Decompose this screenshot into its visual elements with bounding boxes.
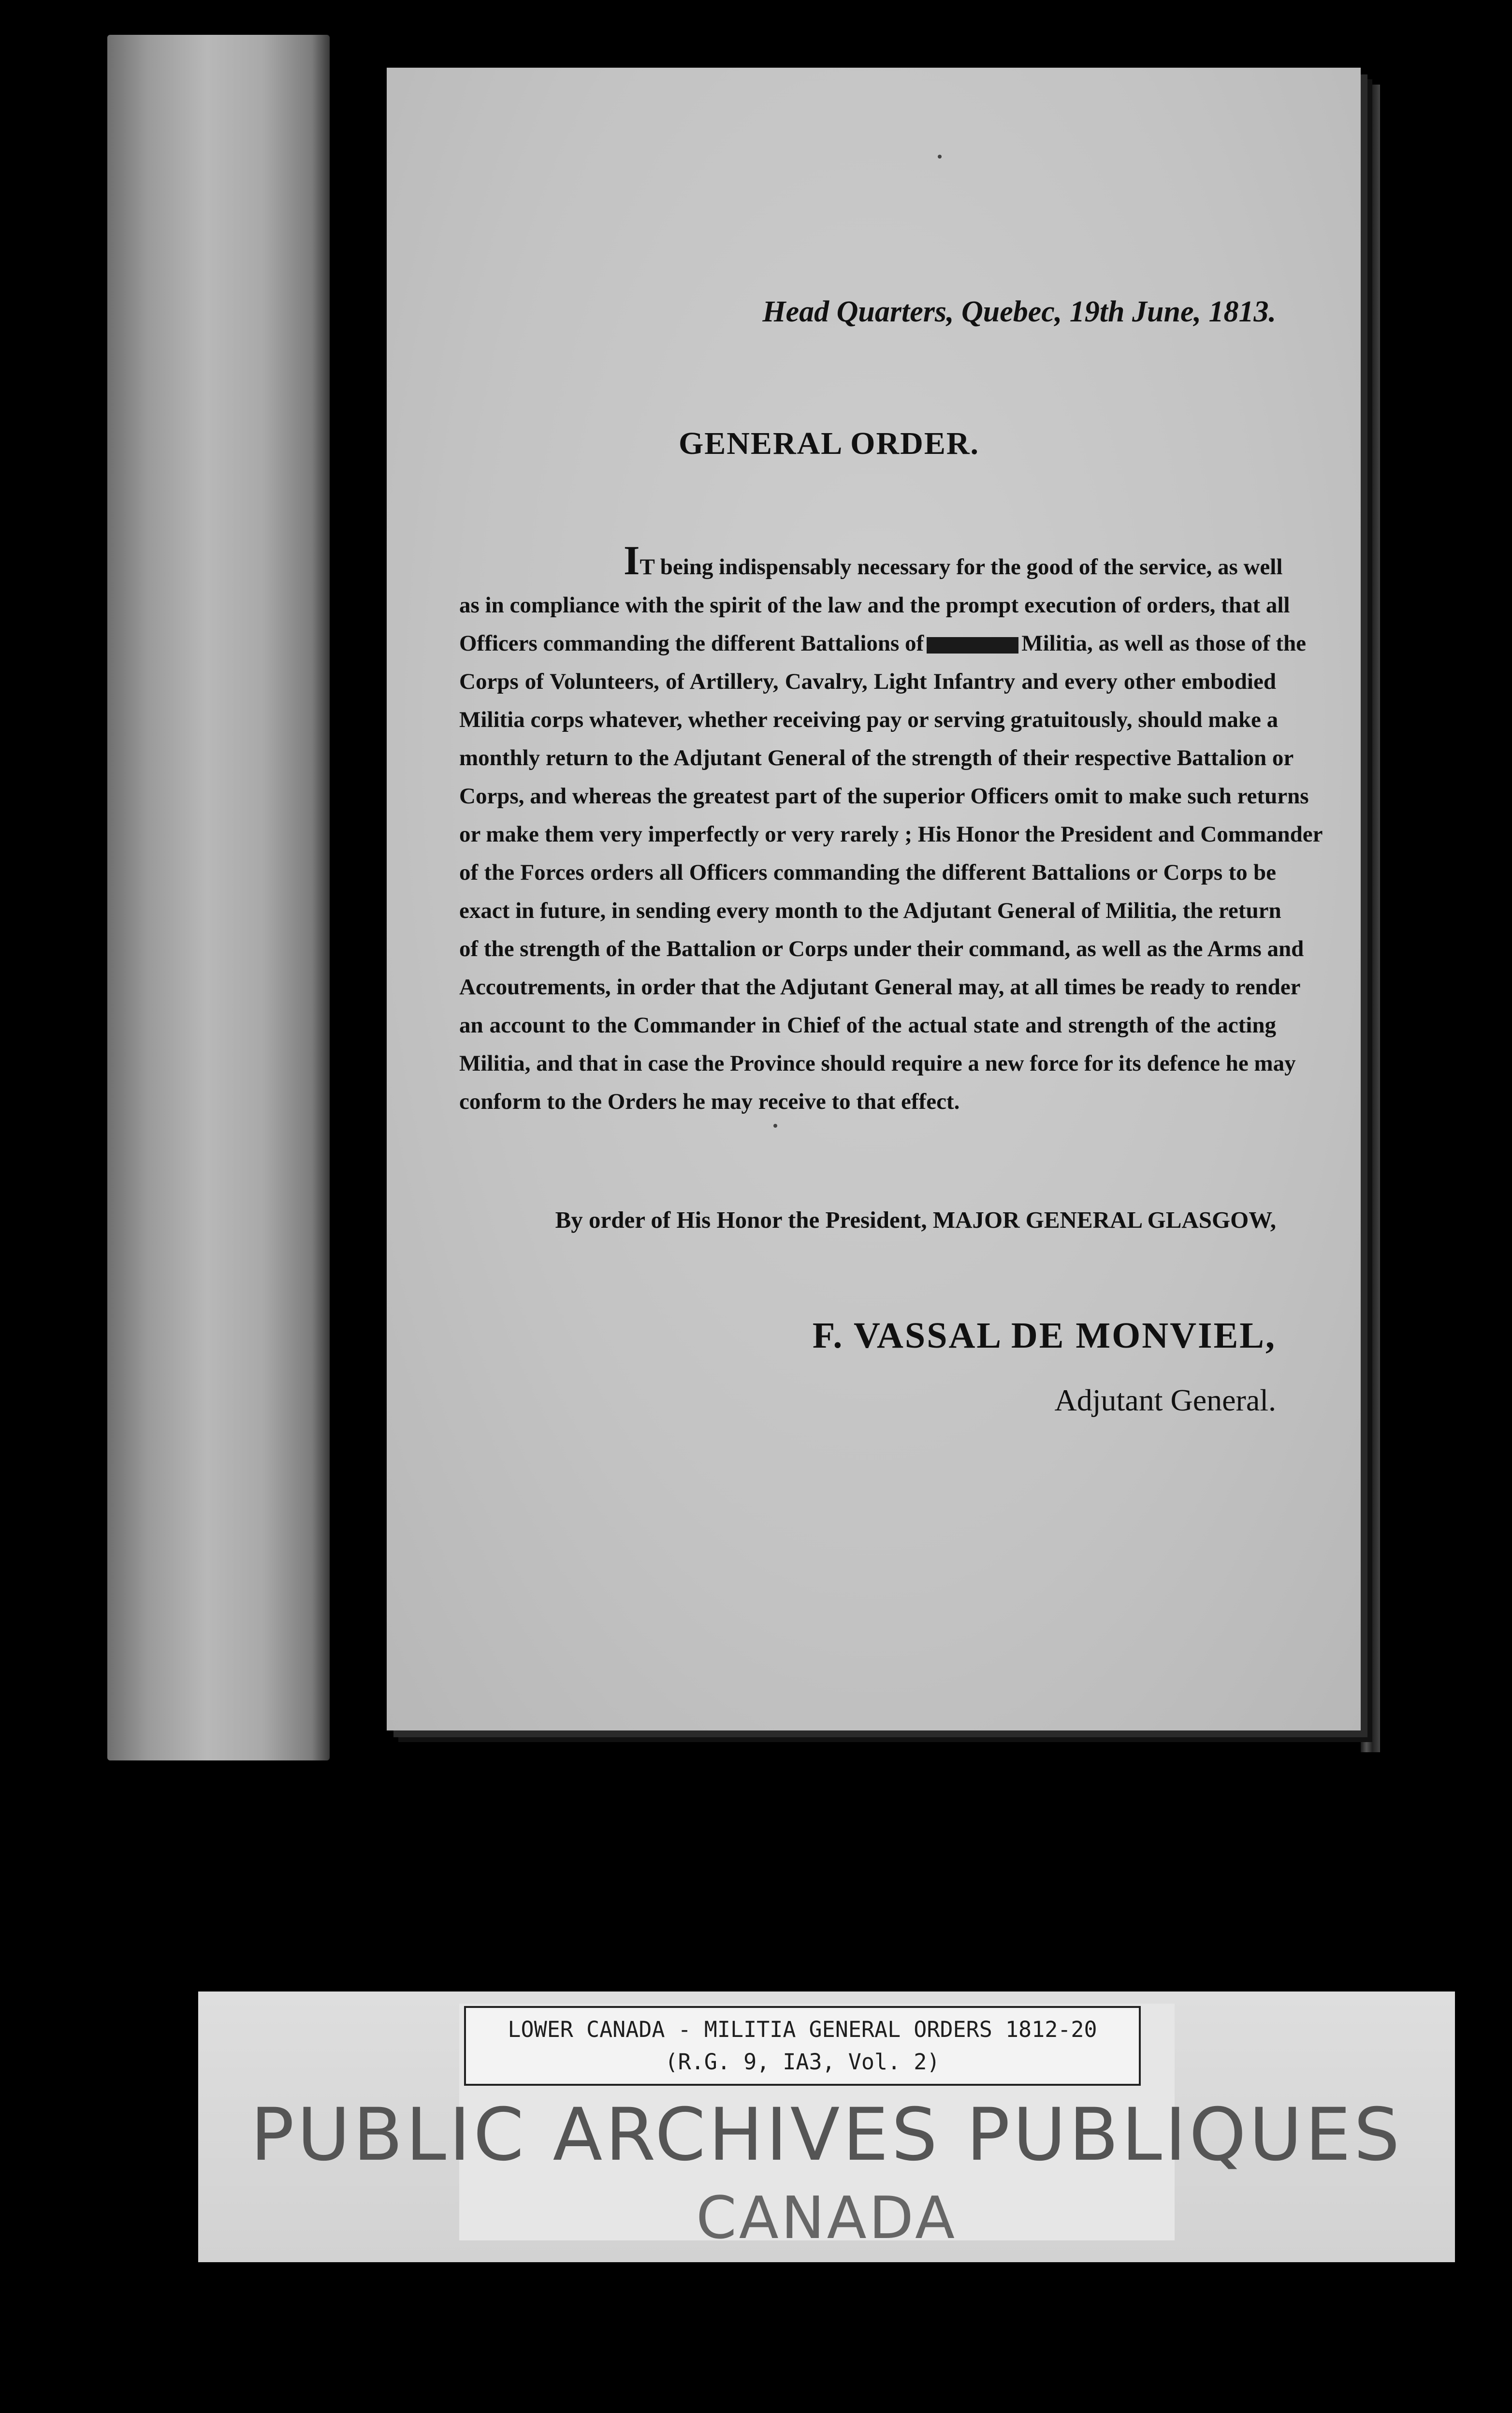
adjacent-page-strip <box>107 35 330 1760</box>
body-line-2: as in compliance with the spirit of the law and the prompt execution of orders, that all <box>459 593 1290 618</box>
by-order-line: By order of His Honor the President, MAJOR GENERAL GLASGOW, <box>555 1206 1276 1233</box>
body-line-6: monthly return to the Adjutant General of the strength of their respective Battalion or <box>459 745 1294 770</box>
body-line-10: exact in future, in sending every month to the Adjutant General of Militia, the return <box>459 898 1281 923</box>
paper-speck <box>938 155 942 159</box>
document-heading: GENERAL ORDER. <box>678 426 980 461</box>
archives-title: PUBLIC ARCHIVES PUBLIQUES <box>250 2093 1403 2177</box>
body-line-7: Corps, and whereas the greatest part of the superior Officers omit to make such returns <box>459 784 1309 809</box>
body-line-1 <box>459 537 1283 586</box>
body-line-3-start: Officers commanding the different Battalions of <box>459 631 924 656</box>
document-page <box>387 68 1361 1730</box>
collection-label-reference: (R.G. 9, IA3, Vol. 2) <box>665 2049 940 2075</box>
body-line-3-end: Militia, as well as those of the <box>1021 631 1306 656</box>
paper-speck <box>773 1124 777 1128</box>
order-body <box>459 537 1323 1121</box>
archives-subtitle: CANADA <box>696 2185 958 2252</box>
body-line-11: of the strength of the Battalion or Corps under their command, as well as the Arms and <box>459 936 1304 961</box>
body-line-1-text: T being indispensably necessary for the good of the service, as well <box>640 554 1283 580</box>
drop-cap: I <box>624 537 640 583</box>
body-line-8: or make them very imperfectly or very rarely ; His Honor the President and Commander <box>459 822 1323 847</box>
body-line-14: Militia, and that in case the Province should require a new force for its defence he may <box>459 1051 1296 1076</box>
body-line-9: of the Forces orders all Officers commanding the different Battalions or Corps to be <box>459 860 1276 885</box>
collection-label-title: LOWER CANADA - MILITIA GENERAL ORDERS 1812-20 <box>508 2017 1097 2042</box>
page-edge-shadow <box>1361 85 1380 1752</box>
signature-name: F. VASSAL DE MONVIEL, <box>812 1315 1276 1356</box>
body-line-5: Militia corps whatever, whether receiving pay or serving gratuitously, should make a <box>459 707 1279 732</box>
body-line-4: Corps of Volunteers, of Artillery, Cavalry, Light Infantry and every other embodied <box>459 669 1276 694</box>
body-line-15: conform to the Orders he may receive to that effect. <box>459 1089 960 1114</box>
body-line-13: an account to the Commander in Chief of the actual state and strength of the acting <box>459 1013 1276 1038</box>
signature-title: Adjutant General. <box>1054 1383 1276 1417</box>
collection-label <box>464 2006 1141 2086</box>
redaction-mark <box>927 637 1018 654</box>
dateline: Head Quarters, Quebec, 19th June, 1813. <box>762 295 1276 328</box>
body-line-12: Accoutrements, in order that the Adjutant General may, at all times be ready to render <box>459 974 1301 1000</box>
body-line-3 <box>459 625 1306 663</box>
